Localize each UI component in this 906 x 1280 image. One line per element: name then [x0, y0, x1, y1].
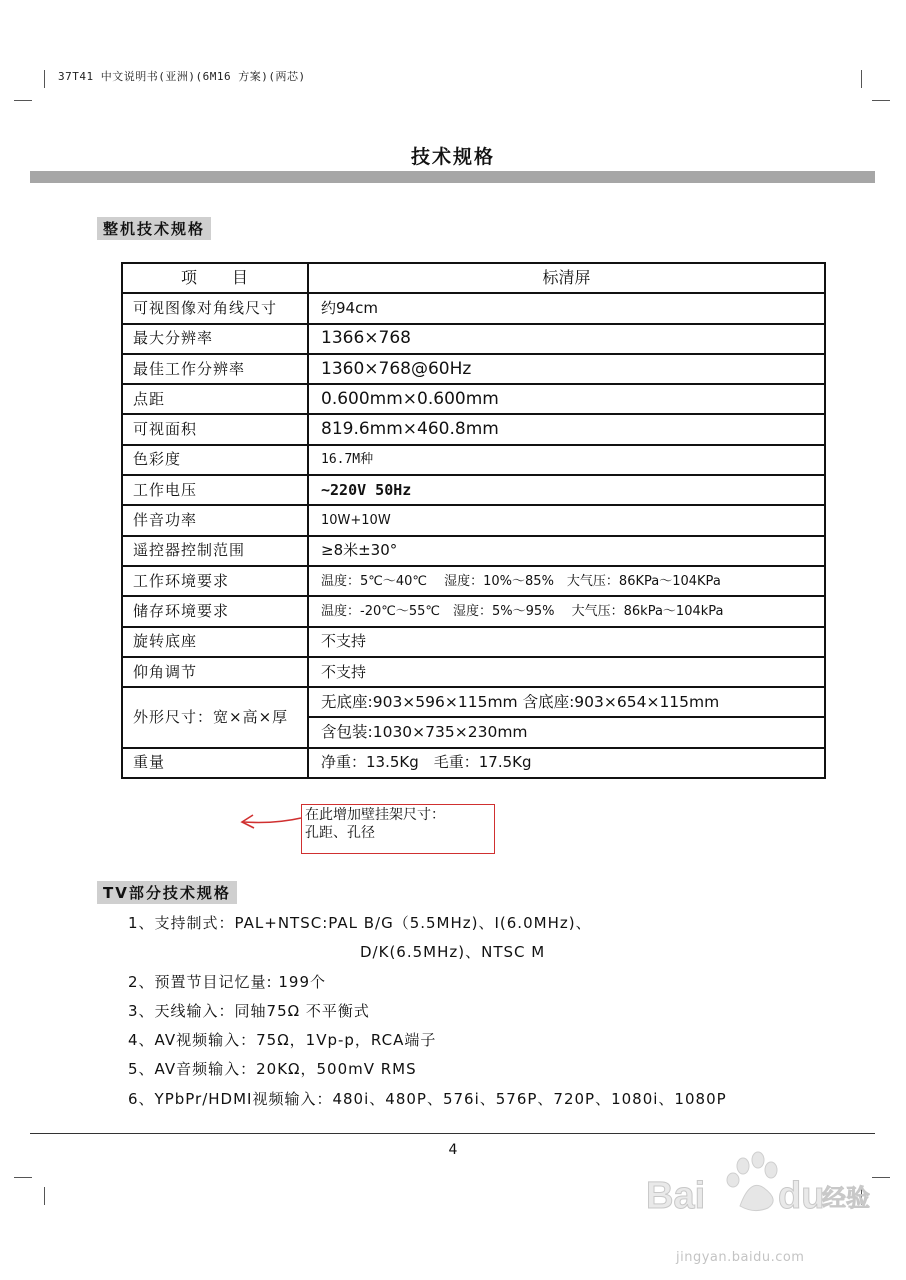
table-row: [122, 293, 825, 323]
row-value: 温度：5℃～40℃ 湿度：10%～85% 大气压：86KPa～104KPa: [308, 566, 825, 596]
table-row: [122, 354, 825, 384]
list-item: 5、AV音频输入：20KΩ，500mV RMS: [128, 1060, 417, 1079]
crop-mark: [872, 100, 890, 101]
tv-spec-list: [128, 912, 727, 1117]
row-label: 可视图像对角线尺寸: [122, 293, 308, 323]
row-value: 含包装:1030×735×230mm: [308, 717, 825, 747]
table-row: [122, 657, 825, 687]
annotation-note: [301, 804, 495, 854]
annotation-line: 孔距、孔径: [305, 825, 375, 841]
crop-mark: [14, 1177, 32, 1178]
row-value: 净重：13.5Kg 毛重：17.5Kg: [308, 748, 825, 778]
row-label: 遥控器控制范围: [122, 536, 308, 566]
table-header-row: [122, 263, 825, 293]
row-label: 工作电压: [122, 475, 308, 505]
table-row: [122, 475, 825, 505]
header-cell-item: 项 目: [122, 263, 308, 293]
table-row: [122, 748, 825, 778]
watermark-url: jingyan.baidu.com: [676, 1250, 805, 1265]
list-item: 4、AV视频输入：75Ω，1Vp-p，RCA端子: [128, 1031, 437, 1050]
row-value: 不支持: [308, 657, 825, 687]
table-row: [122, 596, 825, 626]
row-label: 点距: [122, 384, 308, 414]
list-item: 3、天线输入：同轴75Ω 不平衡式: [128, 1001, 370, 1020]
svg-text:du: du: [778, 1175, 825, 1217]
header-cell-value: 标清屏: [308, 263, 825, 293]
row-value: ≥8米±30°: [308, 536, 825, 566]
list-item: 1、支持制式：PAL+NTSC:PAL B/G（5.5MHz)、I(6.0MHz)、: [128, 914, 592, 932]
annotation-line: 在此增加壁挂架尺寸：: [305, 807, 445, 823]
crop-mark: [44, 70, 45, 88]
row-label: 重量: [122, 748, 308, 778]
row-label: 外形尺寸：宽×高×厚: [122, 687, 308, 748]
footer-rule: [30, 1133, 875, 1134]
table-row: [122, 384, 825, 414]
row-value: 16.7M种: [308, 445, 825, 475]
row-value: 819.6mm×460.8mm: [308, 414, 825, 444]
section-heading-tv-specs: TV部分技术规格: [97, 881, 237, 904]
crop-mark: [44, 1187, 45, 1205]
row-value: 约94cm: [308, 293, 825, 323]
row-value: 10W+10W: [308, 505, 825, 535]
row-value: 1366×768: [308, 324, 825, 354]
spec-table: [121, 262, 826, 779]
crop-mark: [872, 1177, 890, 1178]
table-row: [122, 687, 825, 717]
svg-text:Bai: Bai: [646, 1175, 706, 1217]
table-row: [122, 445, 825, 475]
annotation-arrow-icon: [235, 808, 305, 832]
table-row: [122, 324, 825, 354]
title-rule: [30, 171, 875, 183]
table-row: [122, 566, 825, 596]
row-value: 1360×768@60Hz: [308, 354, 825, 384]
table-row: [122, 414, 825, 444]
row-value: 不支持: [308, 627, 825, 657]
row-label: 仰角调节: [122, 657, 308, 687]
table-row: [122, 505, 825, 535]
row-value: 0.600mm×0.600mm: [308, 384, 825, 414]
table-row: [122, 627, 825, 657]
list-item: 6、YPbPr/HDMI视频输入：480i、480P、576i、576P、720P、1080i、1080P: [128, 1089, 727, 1108]
list-item: D/K(6.5MHz)、NTSC M: [360, 943, 546, 962]
crop-mark: [861, 70, 862, 88]
row-label: 旋转底座: [122, 627, 308, 657]
row-label: 可视面积: [122, 414, 308, 444]
row-label: 储存环境要求: [122, 596, 308, 626]
svg-text:经验: 经验: [822, 1184, 870, 1212]
row-label: 色彩度: [122, 445, 308, 475]
row-label: 工作环境要求: [122, 566, 308, 596]
list-item: 2、预置节目记忆量: 199个: [128, 972, 326, 991]
section-heading-machine-specs: 整机技术规格: [97, 217, 211, 240]
page-number: 4: [448, 1142, 458, 1158]
table-row: [122, 536, 825, 566]
row-value: ~220V 50Hz: [308, 475, 825, 505]
row-value: 温度：-20℃～55℃ 湿度：5%～95% 大气压：86kPa～104kPa: [308, 596, 825, 626]
row-label: 最大分辨率: [122, 324, 308, 354]
row-value: 无底座:903×596×115mm 含底座:903×654×115mm: [308, 687, 825, 717]
page-title: 技术规格: [410, 146, 495, 168]
crop-mark: [14, 100, 32, 101]
document-header: 37T41 中文说明书(亚洲)(6M16 方案)(两芯): [58, 70, 306, 83]
row-label: 最佳工作分辨率: [122, 354, 308, 384]
row-label: 伴音功率: [122, 505, 308, 535]
